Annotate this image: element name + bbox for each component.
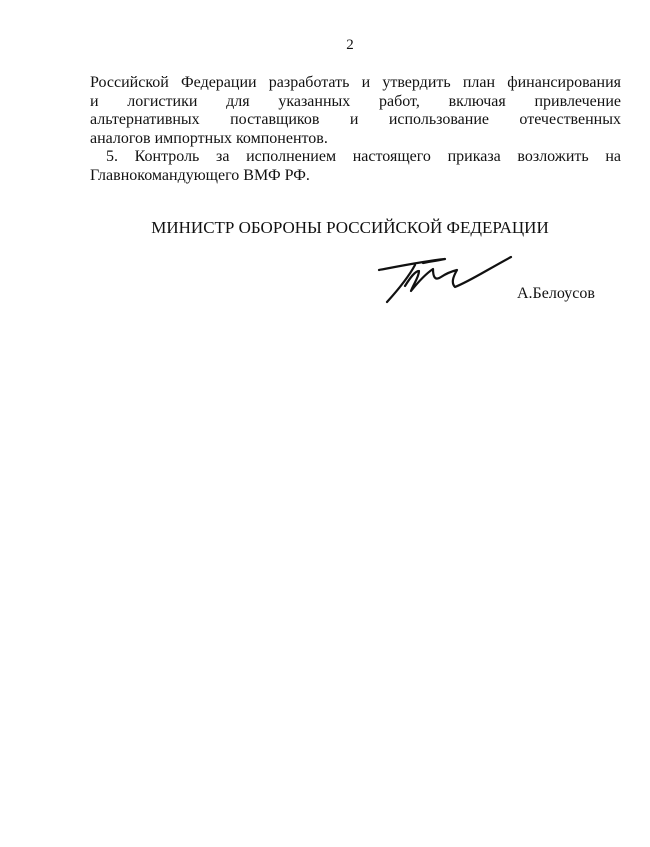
body-line-paragraph-5: 5. Контроль за исполнением настоящего приказа возложить на [106, 148, 621, 166]
body-line: аналогов импортных компонентов. [90, 129, 328, 147]
body-line: альтернативных поставщиков и использование отечественных [90, 111, 621, 129]
body-line: и логистики для указанных работ, включая привлечение [90, 92, 621, 110]
handwritten-signature [375, 253, 515, 305]
body-text [90, 74, 621, 186]
signer-name: А.Белоусов [517, 285, 595, 302]
signature-title: МИНИСТР ОБОРОНЫ РОССИЙСКОЙ ФЕДЕРАЦИИ [151, 218, 549, 237]
body-line: Российской Федерации разработать и утвердить план финансирования [90, 74, 621, 91]
body-line: Главнокомандующего ВМФ РФ. [90, 166, 310, 184]
page-number: 2 [346, 37, 354, 53]
